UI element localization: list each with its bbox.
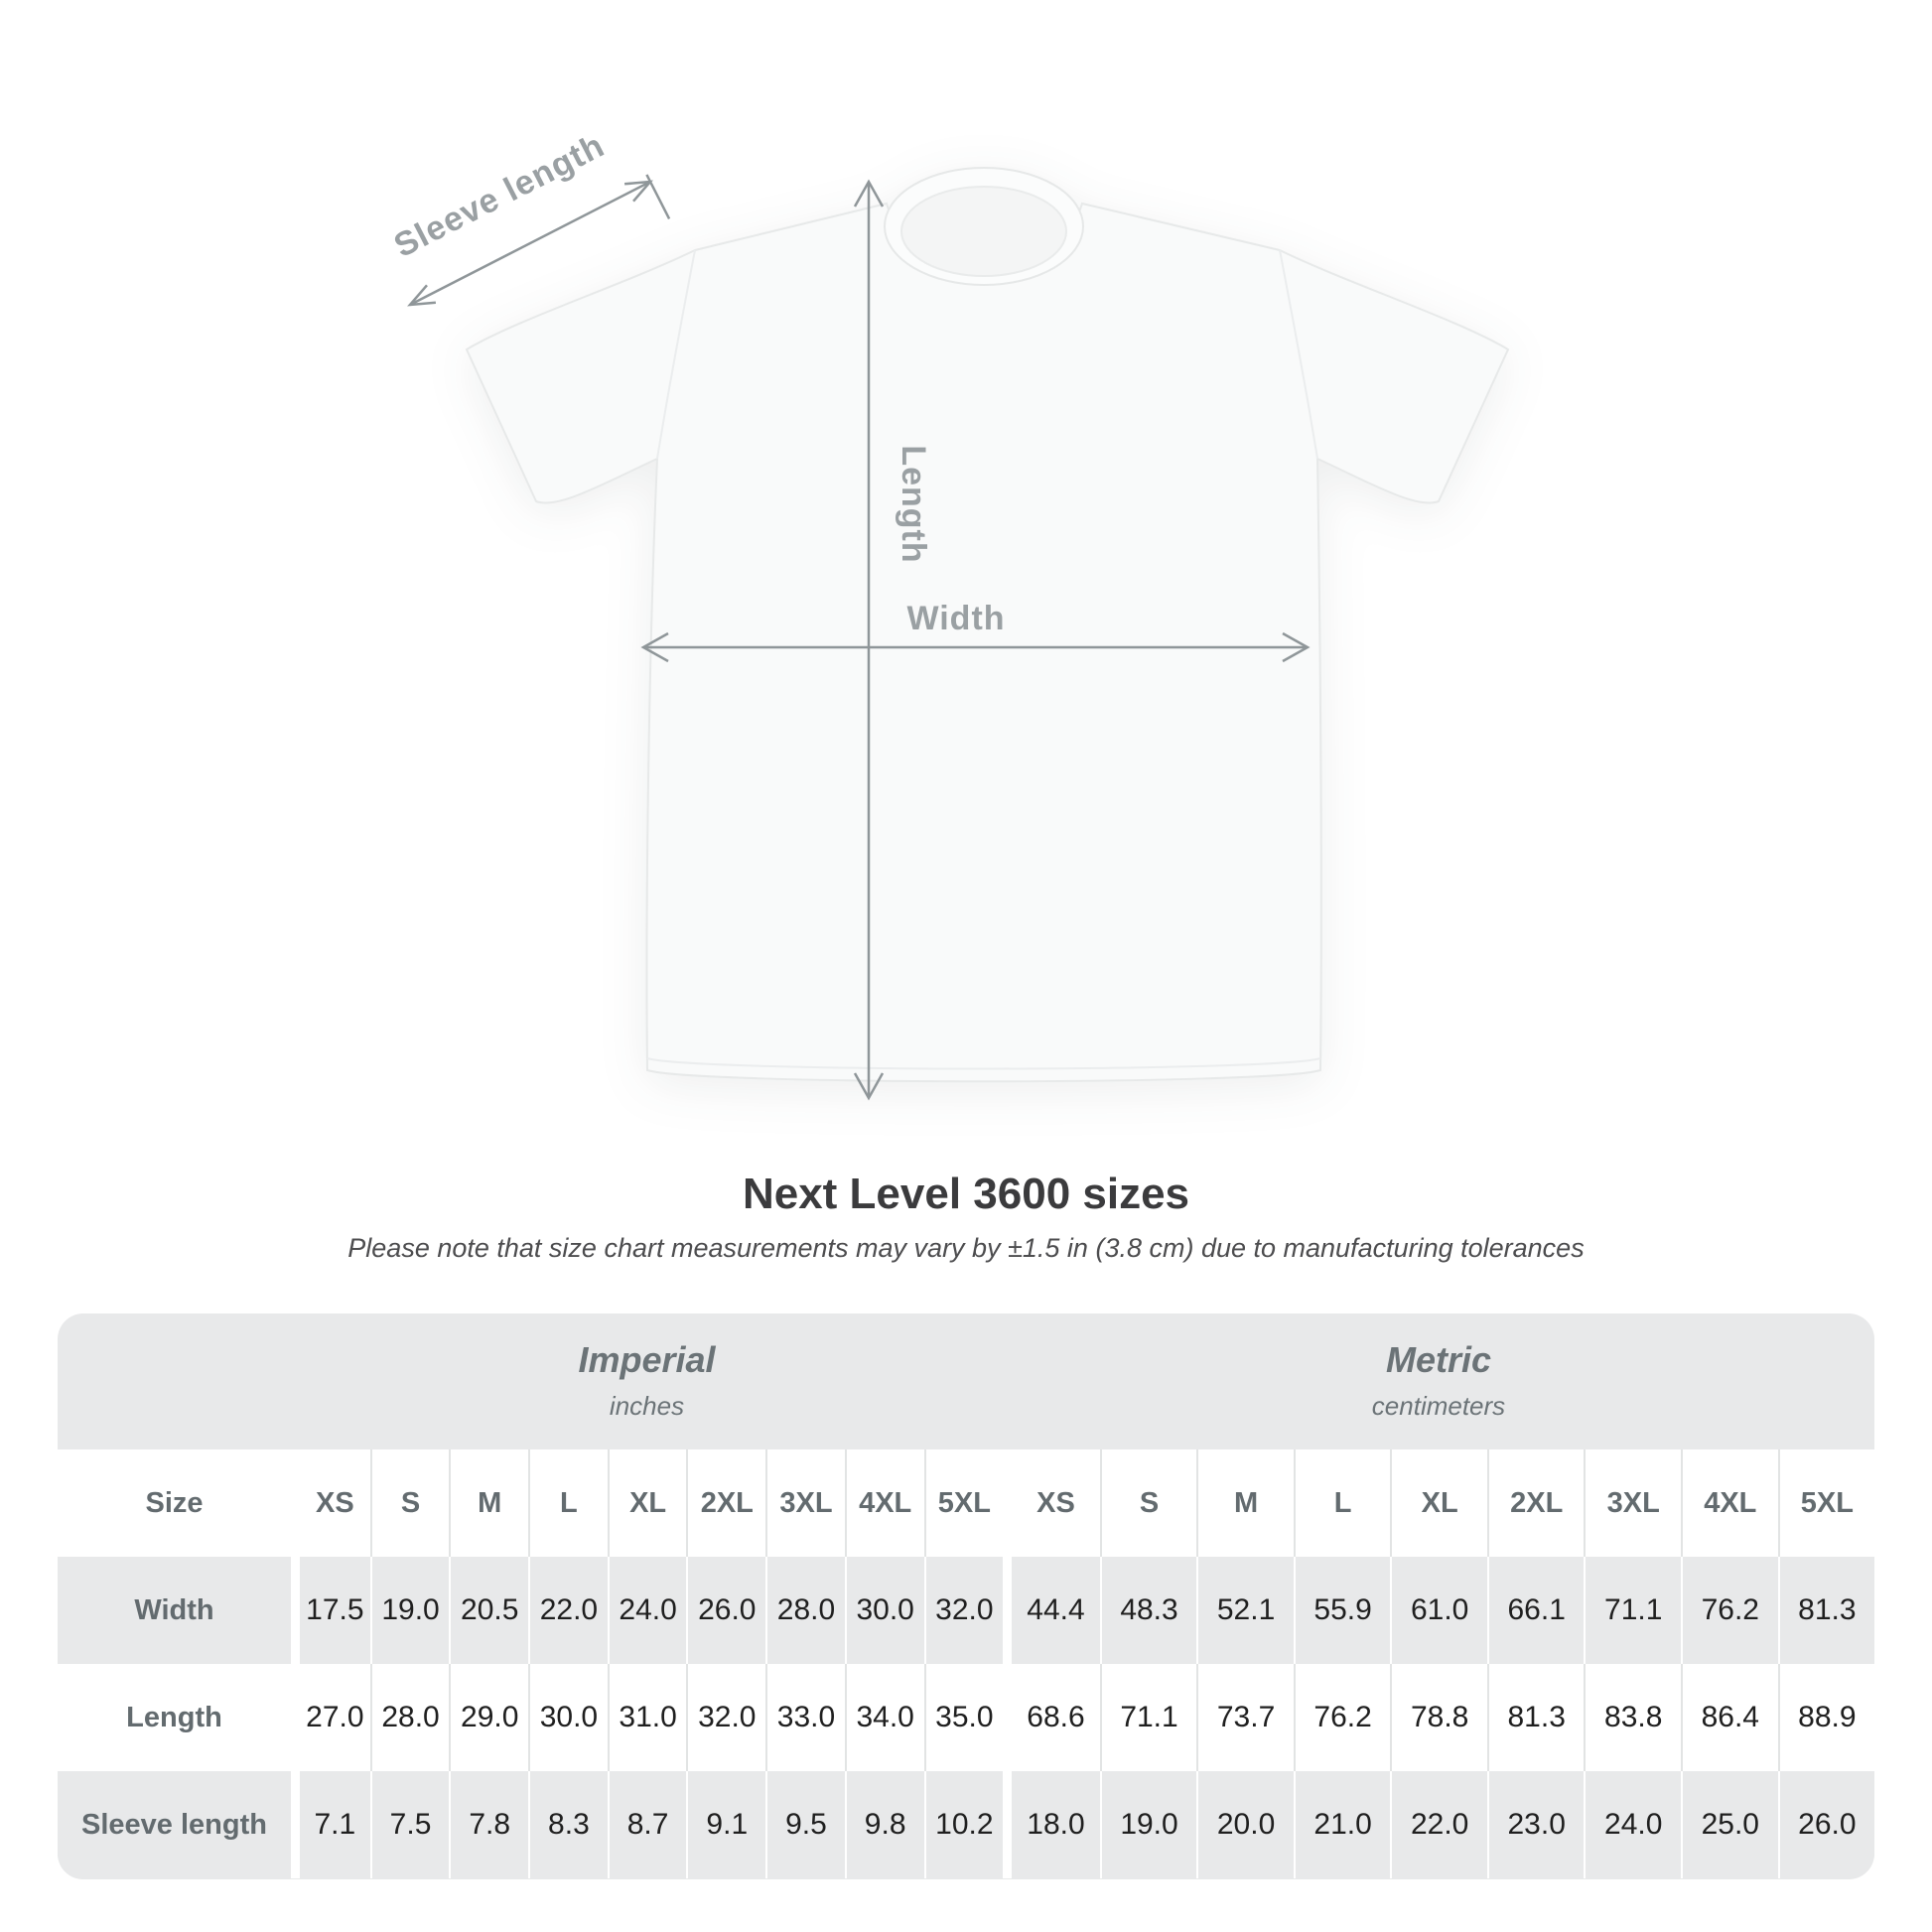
value-cell: 28.0 xyxy=(370,1664,450,1771)
metric-title: Metric xyxy=(1385,1339,1492,1380)
size-header-cell: 3XL xyxy=(1584,1449,1681,1557)
value-cell: 19.0 xyxy=(1100,1771,1197,1878)
value-cell: 7.5 xyxy=(370,1771,450,1878)
value-cell: 24.0 xyxy=(1584,1771,1681,1878)
size-header-cell: 2XL xyxy=(686,1449,765,1557)
value-cell: 25.0 xyxy=(1681,1771,1778,1878)
size-header-cell: XL xyxy=(608,1449,687,1557)
size-header-cell: XS xyxy=(291,1449,370,1557)
heading-block xyxy=(0,1170,1932,1264)
value-cell: 32.0 xyxy=(686,1664,765,1771)
section-header-imperial xyxy=(291,1339,1003,1422)
imperial-unit: inches xyxy=(609,1391,685,1421)
size-header-cell: L xyxy=(1294,1449,1391,1557)
value-cell: 27.0 xyxy=(291,1664,370,1771)
value-cell: 61.0 xyxy=(1390,1557,1487,1664)
value-cell: 76.2 xyxy=(1681,1557,1778,1664)
size-header-cell: 5XL xyxy=(1778,1449,1874,1557)
value-cell: 21.0 xyxy=(1294,1771,1391,1878)
value-cell: 30.0 xyxy=(528,1664,608,1771)
value-cell: 10.2 xyxy=(924,1771,1004,1878)
value-cell: 9.5 xyxy=(765,1771,845,1878)
section-header-metric xyxy=(1003,1339,1874,1422)
size-header-cell: L xyxy=(528,1449,608,1557)
value-cell: 66.1 xyxy=(1487,1557,1585,1664)
value-cell: 73.7 xyxy=(1196,1664,1294,1771)
value-cell: 88.9 xyxy=(1778,1664,1874,1771)
sleeve-length-label: Sleeve length xyxy=(387,126,611,266)
size-chart-table xyxy=(58,1313,1874,1879)
value-cell: 35.0 xyxy=(924,1664,1004,1771)
value-cell: 22.0 xyxy=(528,1557,608,1664)
value-cell: 28.0 xyxy=(765,1557,845,1664)
value-cell: 26.0 xyxy=(686,1557,765,1664)
size-header-cell: M xyxy=(449,1449,528,1557)
value-cell: 86.4 xyxy=(1681,1664,1778,1771)
size-header-cell: 3XL xyxy=(765,1449,845,1557)
value-cell: 22.0 xyxy=(1390,1771,1487,1878)
value-cell: 20.0 xyxy=(1196,1771,1294,1878)
tolerance-note: Please note that size chart measurements may vary by ±1.5 in (3.8 cm) due to manufacturing tolerances xyxy=(347,1233,1585,1263)
value-cell: 7.1 xyxy=(291,1771,370,1878)
value-cell: 23.0 xyxy=(1487,1771,1585,1878)
value-cell: 81.3 xyxy=(1778,1557,1874,1664)
size-header-cell: 4XL xyxy=(1681,1449,1778,1557)
row-label: Sleeve length xyxy=(58,1771,291,1878)
value-cell: 24.0 xyxy=(608,1557,687,1664)
value-cell: 71.1 xyxy=(1584,1557,1681,1664)
value-cell: 9.1 xyxy=(686,1771,765,1878)
size-chart-grid xyxy=(58,1449,1874,1878)
value-cell: 17.5 xyxy=(291,1557,370,1664)
tshirt-graphic xyxy=(467,204,1508,1081)
value-cell: 32.0 xyxy=(924,1557,1004,1664)
value-cell: 19.0 xyxy=(370,1557,450,1664)
size-header-cell: M xyxy=(1196,1449,1294,1557)
size-header-cell: S xyxy=(1100,1449,1197,1557)
value-cell: 8.3 xyxy=(528,1771,608,1878)
value-cell: 33.0 xyxy=(765,1664,845,1771)
value-cell: 20.5 xyxy=(449,1557,528,1664)
value-cell: 44.4 xyxy=(1003,1557,1100,1664)
value-cell: 55.9 xyxy=(1294,1557,1391,1664)
value-cell: 31.0 xyxy=(608,1664,687,1771)
row-label: Width xyxy=(58,1557,291,1664)
row-label: Length xyxy=(58,1664,291,1771)
value-cell: 34.0 xyxy=(845,1664,924,1771)
size-header-cell: S xyxy=(370,1449,450,1557)
value-cell: 29.0 xyxy=(449,1664,528,1771)
value-cell: 8.7 xyxy=(608,1771,687,1878)
collar-inner xyxy=(901,187,1066,276)
size-header-cell: XS xyxy=(1003,1449,1100,1557)
size-header-cell: 4XL xyxy=(845,1449,924,1557)
size-header-cell: 2XL xyxy=(1487,1449,1585,1557)
value-cell: 76.2 xyxy=(1294,1664,1391,1771)
value-cell: 26.0 xyxy=(1778,1771,1874,1878)
value-cell: 30.0 xyxy=(845,1557,924,1664)
value-cell: 48.3 xyxy=(1100,1557,1197,1664)
value-cell: 78.8 xyxy=(1390,1664,1487,1771)
value-cell: 71.1 xyxy=(1100,1664,1197,1771)
value-cell: 52.1 xyxy=(1196,1557,1294,1664)
value-cell: 18.0 xyxy=(1003,1771,1100,1878)
value-cell: 83.8 xyxy=(1584,1664,1681,1771)
value-cell: 81.3 xyxy=(1487,1664,1585,1771)
value-cell: 9.8 xyxy=(845,1771,924,1878)
value-cell: 68.6 xyxy=(1003,1664,1100,1771)
metric-unit: centimeters xyxy=(1371,1391,1506,1421)
imperial-title: Imperial xyxy=(578,1339,716,1380)
width-label: Width xyxy=(906,600,1006,637)
page-title: Next Level 3600 sizes xyxy=(742,1170,1190,1218)
size-header-cell: XL xyxy=(1390,1449,1487,1557)
size-column-header: Size xyxy=(58,1449,291,1557)
size-header-cell: 5XL xyxy=(924,1449,1004,1557)
length-label: Length xyxy=(895,445,932,564)
value-cell: 7.8 xyxy=(449,1771,528,1878)
